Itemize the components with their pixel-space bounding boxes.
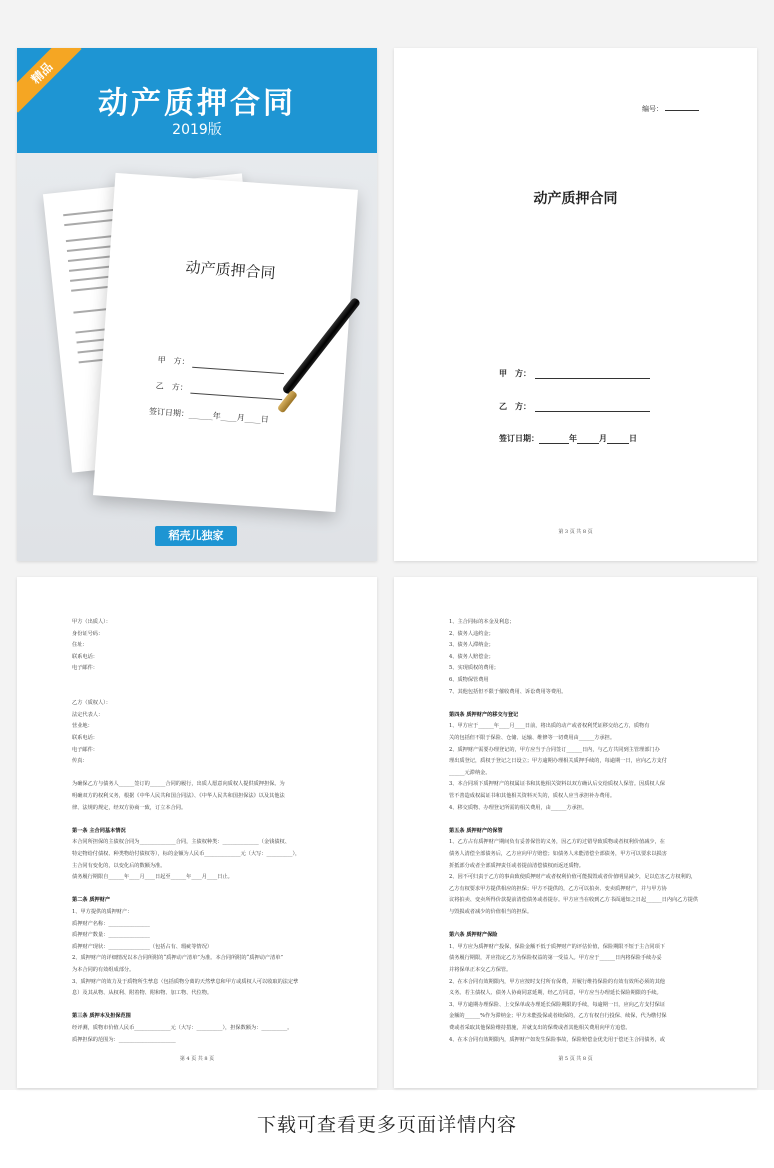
contract-body-page-5[interactable] — [394, 577, 757, 1088]
premium-ribbon: 精品 — [17, 48, 82, 113]
text-line: 理出质登记，质权于登记之日设立；甲方逾期办理相关质押手续的，每逾期一日，应向乙方支付 — [449, 758, 667, 765]
text-line: 3、甲方逾期办理保险、上交保单或办理延长保险期限的手续，每逾期一日，应向乙方支付保证 — [449, 1001, 665, 1008]
mini-party-a: 甲 方： — [157, 354, 284, 374]
text-line: 2、债务人违约金； — [449, 630, 494, 637]
text-line: 1、甲方提供的质押财产： — [72, 909, 133, 915]
text-line: 特定物给付债权、种类物给付债权等），标的金额为人民币______________元（大写：__________）， — [72, 851, 301, 857]
text-line: ______元滞纳金。 — [449, 769, 491, 776]
cover-year: 2019版 — [172, 122, 222, 138]
text-line: 质押财产现状：________________（包括占有、瑕疵等情况） — [72, 943, 213, 950]
mini-party-b: 乙 方： — [155, 380, 282, 400]
text-line: 为确保乙方与债务人______签订的______合同的履行，出质人愿意向质权人提供质押担保。为 — [72, 781, 285, 788]
text-line: 主合同有变化的，以变化后的数额为准。 — [72, 862, 166, 869]
download-more-hint: 下载可查看更多页面详情内容 — [256, 1114, 517, 1136]
text-line: 住址： — [72, 642, 88, 649]
text-line: 7、其他包括但不限于催收费用、诉讼费用等费用。 — [449, 688, 567, 695]
section-heading: 第四条 质押财产的移交与登记 — [449, 711, 519, 718]
text-line: 乙方（质权人）： — [72, 700, 111, 707]
text-line: 3、债务人滞纳金； — [449, 642, 494, 649]
text-line: 6、质物保管费用 — [449, 677, 489, 683]
party-a-row: 甲 方： — [499, 368, 650, 379]
text-line: 折抵部分或者全部质押责任或者提前清偿债权而返还质物。 — [449, 862, 584, 869]
text-line: 关的包括但不限于保险、仓储、运输、维修等一切费用由______方承担。 — [449, 735, 616, 741]
text-line: 债务履行期限，并应指定乙方为保险权益的第一受益人。甲方应于______日内将保险手续办妥 — [449, 955, 662, 962]
text-line: 传真： — [72, 758, 88, 765]
section-heading: 第二条 质押财产 — [72, 897, 111, 904]
text-line: 经评测，质物市价值人民币______________元（大写：__________），担保数额为：__________。 — [72, 1025, 293, 1031]
text-line: 明确双方的权利义务，根据《中华人民共和国合同法》、《中华人民共和国担保法》以及其他法 — [72, 793, 285, 799]
text-line: 与毁损或者减少的价值相当的担保。 — [449, 909, 533, 915]
text-line: 1、乙方占有质押财产期间负有妥善保管的义务，因乙方的过错导致质物或者权利价值减少，在 — [449, 839, 665, 846]
text-line: 2、在本合同有效期限内，甲方应按时支付所有保费，并履行维持保险的有效有效所必须的其他 — [449, 978, 665, 985]
text-line: 1、甲方应为质押财产投保，保险金额不低于质押财产的评估价值，保险期限不短于主合同项下 — [449, 943, 665, 950]
text-line: 3、本合同项下质押财产的权属证书和其他相关资料以双方确认后交给质权人保管。因质权人保 — [449, 781, 665, 788]
text-line: 1、甲方应于______年____月____日前，将出质的动产或者权利凭证移交给乙方，质物有 — [449, 723, 650, 730]
exclusive-badge: 稻壳儿独家 — [155, 526, 237, 546]
text-line: 为本合同的有效组成部分。 — [72, 967, 135, 973]
text-line: 甲方（出质人）： — [72, 619, 111, 625]
page-number: 第 5 页 共 8 页 — [558, 1056, 593, 1062]
text-line: 质押担保的范围为：______________________ — [72, 1036, 176, 1043]
text-line: 法定代表人： — [72, 711, 104, 718]
section-heading: 第五条 质押财产的保管 — [449, 827, 503, 834]
section-heading: 第三条 质押本及担保范围 — [72, 1013, 131, 1020]
text-line: 并将保单正本交乙方保管。 — [449, 967, 512, 973]
text-line: 1、主合同标的本金及利息； — [449, 619, 515, 625]
text-line: 电子邮件： — [72, 746, 98, 753]
contract-title: 动产质押合同 — [533, 191, 618, 207]
page-number: 第 3 页 共 8 页 — [558, 529, 593, 535]
text-line: 营业地： — [72, 723, 93, 730]
section-heading: 第六条 质押财产保险 — [449, 932, 498, 939]
text-line: 管不善造成权属证书和其他相关资料灭失的，质权人应当承担补办费用。 — [449, 793, 616, 799]
page-number: 第 4 页 共 8 页 — [179, 1056, 215, 1062]
text-line: 债务履行期限自______年____月____日起至______年____月____日止。 — [72, 874, 233, 881]
text-line: 债务人清偿全部债务后，乙方应向甲方赔偿；如债务人未能清偿全部债务，甲方可以要求以损害 — [449, 851, 667, 857]
party-b-row: 乙 方： — [499, 401, 650, 412]
text-line: 4、移交质物、办理登记所需的相关费用，由______方承担。 — [449, 804, 588, 811]
text-line: 费或者采取其他保险维持措施，并就支出的保费或者其他相关费用向甲方追偿。 — [449, 1025, 631, 1031]
text-line: 2、质押财产的详细情况以本合同所附的“质押动产清单”为准。本合同所附的“质押动产清单” — [72, 955, 284, 962]
text-line: 议将拍卖、变卖所得价款提前清偿债务或者提存。甲方应当在收到乙方书面通知之日起______日内向乙方提供 — [449, 897, 699, 904]
text-line: 2、质押财产需要办理登记的，甲方应当于合同签订______日内，与乙方共同到主管理部门办 — [449, 746, 660, 753]
text-line: 身份证号码： — [72, 630, 104, 637]
section-heading: 第一条 主合同基本情况 — [72, 827, 126, 834]
text-line: 联系电话： — [72, 735, 98, 741]
mini-date: 签订日期：______年____月____日 — [148, 406, 270, 425]
text-line: 4、在本合同有效期限内，质押财产如发生保险事故，保险赔偿金优先用于偿还主合同债务，或 — [449, 1036, 665, 1043]
text-line: 2、因不可归责于乙方的事由致使质押财产或者权利价值可能损毁或者价值明显减少，足以危害乙方权利的， — [449, 874, 697, 881]
text-line: 联系电话： — [72, 653, 98, 660]
text-line: 质押财产数量：________________ — [72, 932, 150, 939]
cover-title: 动产质押合同 — [98, 86, 296, 121]
text-line: 金额的______%作为滞纳金；甲方未能投保或者续保的，乙方有权自行投保、续保，代为缴付保 — [449, 1013, 667, 1020]
mini-title: 动产质押合同 — [185, 258, 277, 283]
text-line: 本合同所担保的主债权合同为______________合同，主债权种类：______________（金钱债权、 — [72, 839, 290, 846]
text-line: 质押财产名称：________________ — [72, 920, 150, 927]
text-line: 4、债务人赔偿金； — [449, 653, 494, 660]
text-line: 电子邮件： — [72, 665, 98, 672]
text-line: 律、法规的规定，经双方协商一致，订立本合同。 — [72, 804, 187, 811]
cover-page[interactable] — [17, 48, 377, 561]
text-line: 3、质押财产的效力及于质物所生孳息（包括质物分离的天然孳息和甲方或质权人可以收取的法定孳 — [72, 978, 299, 985]
text-line: 息）及其从物、从权利、附着物、附和物、加工物、代位物。 — [72, 990, 213, 997]
text-line: 乙方有权要求甲方提供相应的担保；甲方不提供的，乙方可以拍卖、变卖质押财产，并与甲方协 — [449, 885, 667, 892]
contract-body-page-4[interactable] — [17, 577, 377, 1088]
contract-number: 编号： — [642, 104, 699, 114]
text-line: 义务。若主债权人、债务人协商同意延期，经乙方同意，甲方应当办理延长保险期限的手续。 — [449, 990, 662, 997]
contract-title-page[interactable] — [394, 48, 757, 561]
text-line: 5、实现质权的费用； — [449, 665, 499, 672]
signing-date: 签订日期： 年 月 日 — [499, 434, 637, 443]
